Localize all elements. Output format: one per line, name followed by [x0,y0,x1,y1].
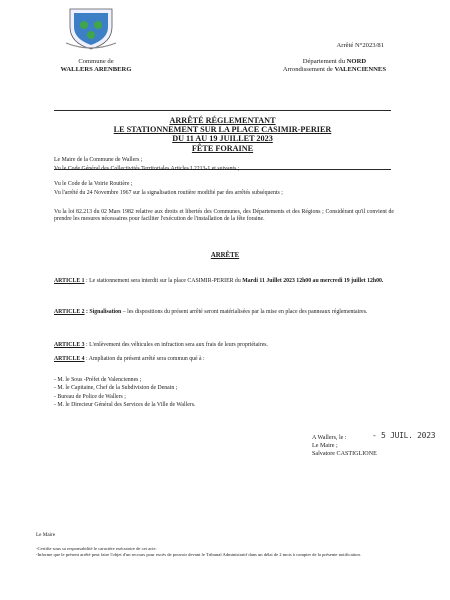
article-2 [54,309,394,316]
commune-crest-logo [62,5,120,51]
department-header [283,58,386,74]
signature-role: Le Maire ; [312,443,338,450]
dept-prefix: Département du [302,58,347,65]
signature-block [312,434,377,459]
title-line-2: LE STATIONNEMENT SUR LA PLACE CASIMIR-PERIER [113,125,332,135]
list-item: - M. le Directeur Général des Services de la Ville de Wallers. [54,402,196,409]
article-3-head: ARTICLE 3 [54,342,85,348]
arrete-heading: ARRÊTE [210,252,240,259]
footer-line-2: -Informe que le présent arrêté peut faire l'objet d'un recours pour excès de pouvoir devant le Tribunal Administratif dans un délai de 2 mois à compter de la présente notification. [36,552,361,557]
article-1-text: : Le stationnement sera interdit sur la place CASIMIR-PERIER du [84,278,243,284]
department-line [283,58,386,66]
list-item: - Bureau de Police de Wallers ; [54,393,126,400]
commune-header [56,58,136,74]
title-line-3: DU 11 AU 19 JUILLET 2023 [172,134,273,144]
article-3 [54,342,394,349]
article-4 [54,356,394,363]
article-3-text: : L'enlèvement des véhicules en infraction sera aux frais de leurs propriétaires. [84,342,268,348]
commune-label: Commune de [78,58,114,65]
date-stamp: - 5 JUIL. 2023 [372,431,436,440]
preamble-loi: Vu la loi 82.213 du 02 Mars 1982 relative aux droits et libertés des Communes, des Départements et des Régions ; Considérant qu'il convient de prendre les mesures nécessaires pour faciliter l'exécution de l'installation de la fête foraine. [54,209,394,223]
list-item: - M. le Sous -Préfet de Valenciennes ; [54,377,142,383]
title-line-4: FÊTE FORAINE [191,143,254,153]
article-4-text: : Ampliation du présent arrêté sera commun qué à : [84,356,205,362]
list-item: - M. le Capitaine, Chef de la Subdivision de Denain ; [54,385,178,392]
article-2-text: – les dispositions du présent arrêté seront matérialisées par la mise en place des panneaux réglementaires. [121,309,368,315]
article-2-sub: : Signalisation [84,309,122,315]
ampliation-list [54,376,195,410]
arrond-name: VALENCIENNES [334,66,386,73]
commune-name: WALLERS ARENBERG [60,66,132,73]
signature-name: Salvatore CASTIGLIONE [312,451,377,458]
arrete-reference: Arrêté N°2023/81 [336,42,384,49]
preamble-cgct: Vu le Code Général des Collectivités Territoriales Articles L2213-1 et suivants ; [54,166,240,172]
article-2-head: ARTICLE 2 [54,309,85,315]
footer-line-1: -Certifie sous sa responsabilité le caractère exécutoire de cet acte. [36,546,157,551]
preamble-voirie: Vu le Code de la Voirie Routière ; [54,181,133,187]
dept-name: NORD [346,58,367,65]
signature-place: A Wallers, le : [312,435,347,441]
preamble-arrete-1967: Vu l'arrêté du 24 Novembre 1967 sur la signalisation routière modifié par des arrêtés subséquents ; [54,190,283,196]
article-1 [54,278,394,285]
arrondissement-line [283,66,386,74]
article-4-head: ARTICLE 4 [54,356,85,362]
article-1-head: ARTICLE 1 [54,278,85,284]
preamble-maire: Le Maire de la Commune de Wallers ; [54,157,143,163]
footer-notes [36,546,416,558]
footer-maire: Le Maire [36,532,56,538]
article-1-dates: Mardi 11 Juillet 2023 12h00 au mercredi 19 juillet 12h00. [242,278,384,284]
title-line-1: ARRÊTÉ RÉGLEMENTANT [169,116,276,125]
arrond-prefix: Arrondissement de [282,66,335,73]
